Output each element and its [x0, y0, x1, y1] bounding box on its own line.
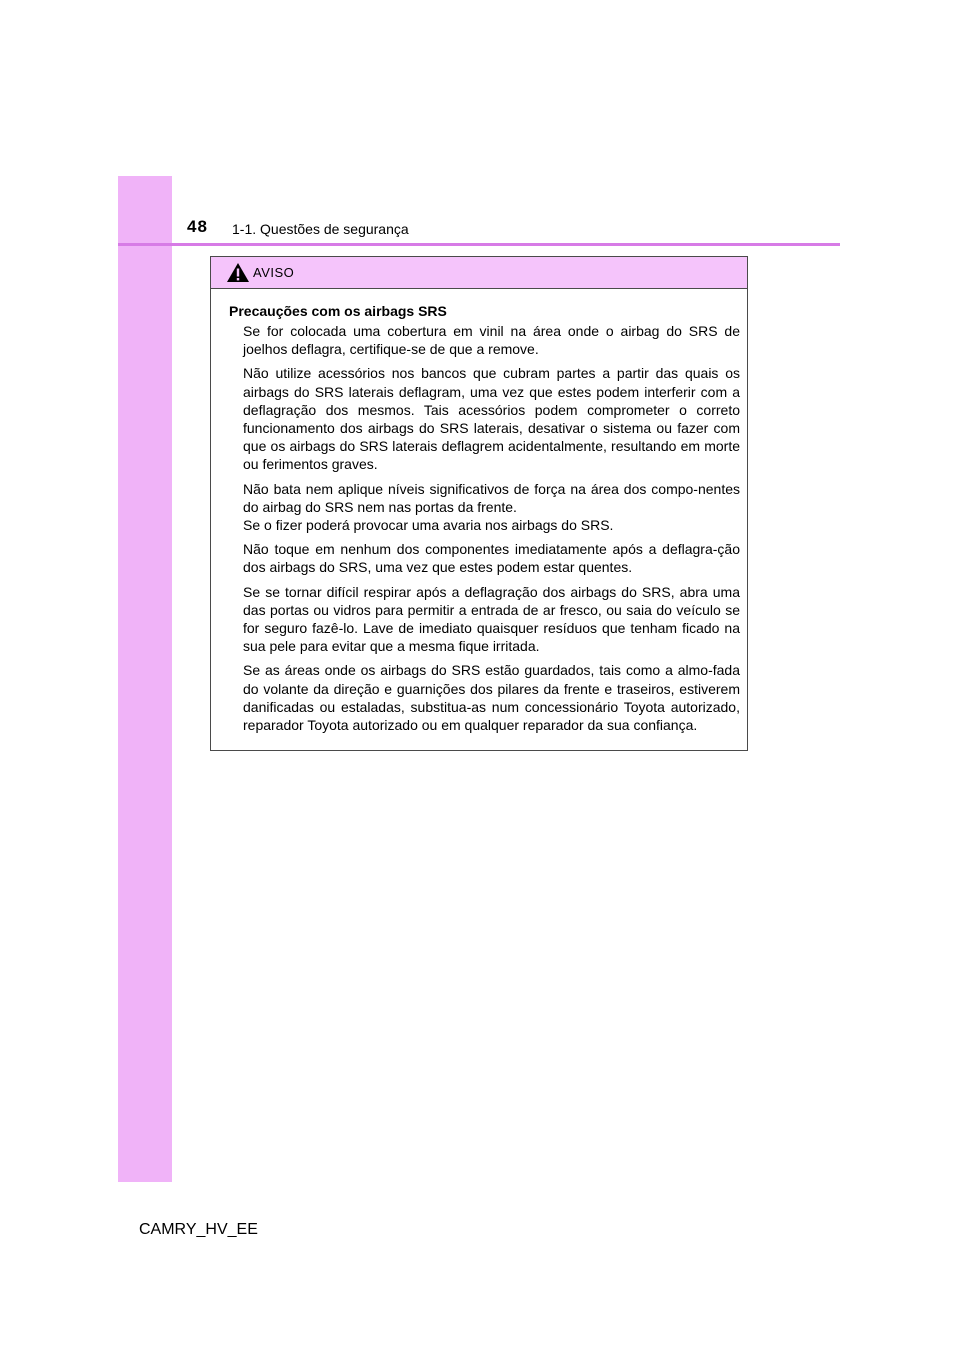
- page-number: 48: [187, 217, 208, 236]
- document-code: CAMRY_HV_EE: [139, 1221, 258, 1238]
- header-divider: [118, 243, 840, 246]
- warning-heading: Precauções com os airbags SRS: [229, 303, 447, 319]
- warning-paragraph: Não toque em nenhum dos componentes imediatamente após a deflagra-ção dos airbags do SRS, uma vez que estes podem estar quentes.: [243, 541, 740, 576]
- warning-box: [210, 256, 748, 751]
- warning-body: [211, 289, 747, 734]
- warning-label: AVISO: [253, 265, 295, 280]
- section-title: 1-1. Questões de segurança: [232, 221, 409, 237]
- sidebar-color-band: [118, 176, 172, 1182]
- warning-paragraph: Não utilize acessórios nos bancos que cubram partes a partir das quais os airbags do SRS laterais deflagram, uma vez que estes podem interferir com a deflagração dos mesmos. Tais acessórios podem comprometer o correto funcionamento dos airbags do SRS laterais, desativar o sistema ou fazer com que os airbags do SRS laterais deflagrem acidentalmente, resultando em morte ou ferimentos graves.: [243, 365, 740, 473]
- warning-header: [211, 257, 747, 289]
- warning-paragraph: Não bata nem aplique níveis significativos de força na área dos compo-nentes do airbag do SRS nem nas portas da frente. Se o fizer poderá provocar uma avaria nos airbags do SRS.: [243, 480, 740, 534]
- warning-triangle-icon: [226, 262, 250, 283]
- warning-paragraph: Se as áreas onde os airbags do SRS estão guardados, tais como a almo-fada do volante da direção e guarnições dos pilares da frente e traseiros, estiverem danificadas ou estaladas, substitua-as num concessionário Toyota autorizado, reparador Toyota autorizado ou em qualquer reparador da sua confiança.: [243, 662, 740, 734]
- warning-paragraph: Se se tornar difícil respirar após a deflagração dos airbags do SRS, abra uma das portas ou vidros para permitir a entrada de ar fresco, ou saia do veículo se for seguro fazê-lo. Lave de imediato quaisquer resíduos que tenham ficado na sua pele para evitar que a mesma fique irritada.: [243, 583, 740, 655]
- warning-paragraph: Se for colocada uma cobertura em vinil na área onde o airbag do SRS de joelhos deflagra, certifique-se de que a remove.: [243, 323, 740, 358]
